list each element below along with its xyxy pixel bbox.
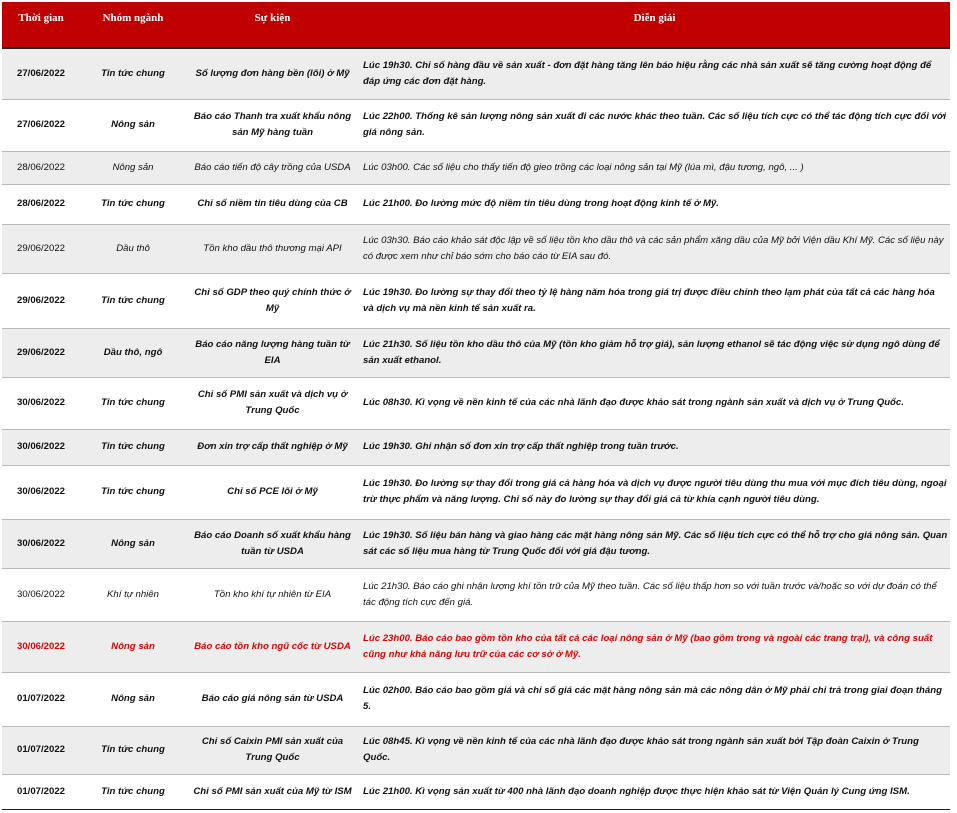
row-description: Lúc 03h00. Các số liệu cho thấy tiến độ gieo trồng các loại nông sản tại Mỹ (lúa mì, đậu tương, ngô, ... ) — [359, 151, 950, 184]
row-date: 27/06/2022 — [2, 99, 80, 151]
table-row — [2, 429, 950, 465]
table-row — [2, 224, 950, 273]
table-row — [2, 151, 950, 184]
row-description: Lúc 19h30. Đo lường sự thay đổi trong giá cả hàng hóa và dịch vụ được người tiêu dùng thu mua với mục đích tiêu dùng, ngoại trừ thực phẩm và năng lượng. Chỉ số này đo lường sự thay đổi giá cả từ khía cạnh người tiêu dùng. — [359, 465, 950, 519]
row-description: Lúc 02h00. Báo cáo bao gồm giá và chỉ số giá các mặt hàng nông sản mà các nông dân ở Mỹ phải chi trả trong giai đoạn tháng 5. — [359, 672, 950, 726]
row-event: Báo cáo năng lượng hàng tuần từ EIA — [186, 328, 359, 377]
row-description: Lúc 23h00. Báo cáo bao gồm tồn kho của tất cả các loại nông sản ở Mỹ (bao gồm trong và ngoài các trang trại), và công suất cũng như khả năng lưu trữ của các cơ sở ở Mỹ. — [359, 621, 950, 672]
row-event: Số lượng đơn hàng bền (lõi) ở Mỹ — [186, 48, 359, 99]
table-row — [2, 568, 950, 621]
row-event: Chỉ số GDP theo quý chính thức ở Mỹ — [186, 273, 359, 328]
row-group: Tin tức chung — [80, 48, 186, 99]
row-group: Tin tức chung — [80, 726, 186, 774]
row-description: Lúc 22h00. Thống kê sản lượng nông sản xuất đi các nước khác theo tuần. Các số liệu tích cực có thể tác động tích cực đối với giá nông sản. — [359, 99, 950, 151]
row-date: 30/06/2022 — [2, 621, 80, 672]
row-description: Lúc 21h30. Báo cáo ghi nhận lượng khí tồn trữ của Mỹ theo tuần. Các số liệu thấp hơn so với tuần trước và/hoặc so với dự đoán có thể tác động tích cực đến giá. — [359, 568, 950, 621]
row-event: Báo cáo Thanh tra xuất khẩu nông sản Mỹ hàng tuần — [186, 99, 359, 151]
row-group: Tin tức chung — [80, 184, 186, 224]
row-description: Lúc 19h30. Đo lường sự thay đổi theo tỷ lệ hàng năm hóa trong giá trị được điều chỉnh theo lạm phát của tất cả các hàng hóa và dịch vụ mà nền kinh tế sản xuất ra. — [359, 273, 950, 328]
row-date: 01/07/2022 — [2, 726, 80, 774]
row-group: Khí tự nhiên — [80, 568, 186, 621]
row-event: Tồn kho dầu thô thương mại API — [186, 224, 359, 273]
row-description: Lúc 08h45. Kì vọng về nền kinh tế của các nhà lãnh đạo được khảo sát trong ngành sản xuất bởi Tập đoàn Caixin ở Trung Quốc. — [359, 726, 950, 774]
table-row — [2, 377, 950, 429]
table-row — [2, 621, 950, 672]
row-date: 27/06/2022 — [2, 48, 80, 99]
row-group: Tin tức chung — [80, 273, 186, 328]
row-group: Tin tức chung — [80, 465, 186, 519]
row-event: Chỉ số PCE lõi ở Mỹ — [186, 465, 359, 519]
table-row — [2, 48, 950, 99]
row-event: Tồn kho khí tự nhiên từ EIA — [186, 568, 359, 621]
row-group: Nông sản — [80, 99, 186, 151]
table-body — [2, 48, 950, 809]
row-event: Chỉ số Caixin PMI sản xuất của Trung Quốc — [186, 726, 359, 774]
row-group: Nông sản — [80, 151, 186, 184]
row-event: Báo cáo Doanh số xuất khẩu hàng tuần từ USDA — [186, 519, 359, 568]
table-row — [2, 726, 950, 774]
table-row — [2, 328, 950, 377]
row-date: 29/06/2022 — [2, 328, 80, 377]
row-event: Chỉ số PMI sản xuất của Mỹ từ ISM — [186, 774, 359, 809]
row-date: 30/06/2022 — [2, 519, 80, 568]
row-description: Lúc 21h00. Kì vọng sản xuất từ 400 nhà lãnh đạo doanh nghiệp được thực hiện khảo sát từ Viện Quản lý Cung ứng ISM. — [359, 774, 950, 809]
row-group: Nông sản — [80, 621, 186, 672]
table-row — [2, 774, 950, 809]
row-date: 30/06/2022 — [2, 377, 80, 429]
economic-calendar-table — [2, 2, 950, 810]
row-event: Chỉ số PMI sản xuất và dịch vụ ở Trung Quốc — [186, 377, 359, 429]
row-group: Tin tức chung — [80, 429, 186, 465]
row-description: Lúc 08h30. Kì vọng về nền kinh tế của các nhà lãnh đạo được khảo sát trong ngành sản xuất và dịch vụ ở Trung Quốc. — [359, 377, 950, 429]
header-event: Sự kiện — [186, 2, 359, 48]
row-group: Nông sản — [80, 672, 186, 726]
header-row — [2, 2, 950, 48]
table-row — [2, 519, 950, 568]
table-row — [2, 273, 950, 328]
row-group: Dầu thô — [80, 224, 186, 273]
row-date: 30/06/2022 — [2, 465, 80, 519]
row-description: Lúc 21h30. Số liệu tồn kho dầu thô của Mỹ (tồn kho giảm hỗ trợ giá), sản lượng ethanol sẽ tác động việc sử dụng ngô dùng để sản xuất ethanol. — [359, 328, 950, 377]
header-group: Nhóm ngành — [80, 2, 186, 48]
row-description: Lúc 03h30. Báo cáo khảo sát độc lập về số liệu tồn kho dầu thô và các sản phẩm xăng dầu của Mỹ bởi Viện dầu Khí Mỹ. Các số liệu này có được xem như chỉ báo sớm cho báo cáo từ EIA sau đó. — [359, 224, 950, 273]
row-date: 01/07/2022 — [2, 774, 80, 809]
row-description: Lúc 19h30. Chỉ số hàng đầu về sản xuất - đơn đặt hàng tăng lên báo hiệu rằng các nhà sản xuất sẽ tăng cường hoạt động để đáp ứng các đơn đặt hàng. — [359, 48, 950, 99]
row-date: 29/06/2022 — [2, 273, 80, 328]
row-date: 28/06/2022 — [2, 151, 80, 184]
table-row — [2, 99, 950, 151]
row-date: 28/06/2022 — [2, 184, 80, 224]
row-date: 29/06/2022 — [2, 224, 80, 273]
row-group: Tin tức chung — [80, 377, 186, 429]
table-row — [2, 672, 950, 726]
row-event: Báo cáo tiến độ cây trồng của USDA — [186, 151, 359, 184]
table-header — [2, 2, 950, 48]
table-row — [2, 184, 950, 224]
row-group: Dầu thô, ngô — [80, 328, 186, 377]
row-group: Tin tức chung — [80, 774, 186, 809]
row-event: Báo cáo giá nông sản từ USDA — [186, 672, 359, 726]
row-description: Lúc 19h30. Số liệu bán hàng và giao hàng các mặt hàng nông sản Mỹ. Các số liệu tích cực có thể hỗ trợ cho giá nông sản. Quan sát các số liệu mua hàng từ Trung Quốc đối với giá đậu tương. — [359, 519, 950, 568]
row-event: Đơn xin trợ cấp thất nghiệp ở Mỹ — [186, 429, 359, 465]
row-event: Báo cáo tồn kho ngũ cốc từ USDA — [186, 621, 359, 672]
row-description: Lúc 19h30. Ghi nhận số đơn xin trợ cấp thất nghiệp trong tuần trước. — [359, 429, 950, 465]
table-row — [2, 465, 950, 519]
row-event: Chỉ số niềm tin tiêu dùng của CB — [186, 184, 359, 224]
row-description: Lúc 21h00. Đo lường mức độ niềm tin tiêu dùng trong hoạt động kinh tế ở Mỹ. — [359, 184, 950, 224]
row-date: 30/06/2022 — [2, 429, 80, 465]
row-date: 01/07/2022 — [2, 672, 80, 726]
header-description: Diễn giải — [359, 2, 950, 48]
row-date: 30/06/2022 — [2, 568, 80, 621]
row-group: Nông sản — [80, 519, 186, 568]
header-date: Thời gian — [2, 2, 80, 48]
